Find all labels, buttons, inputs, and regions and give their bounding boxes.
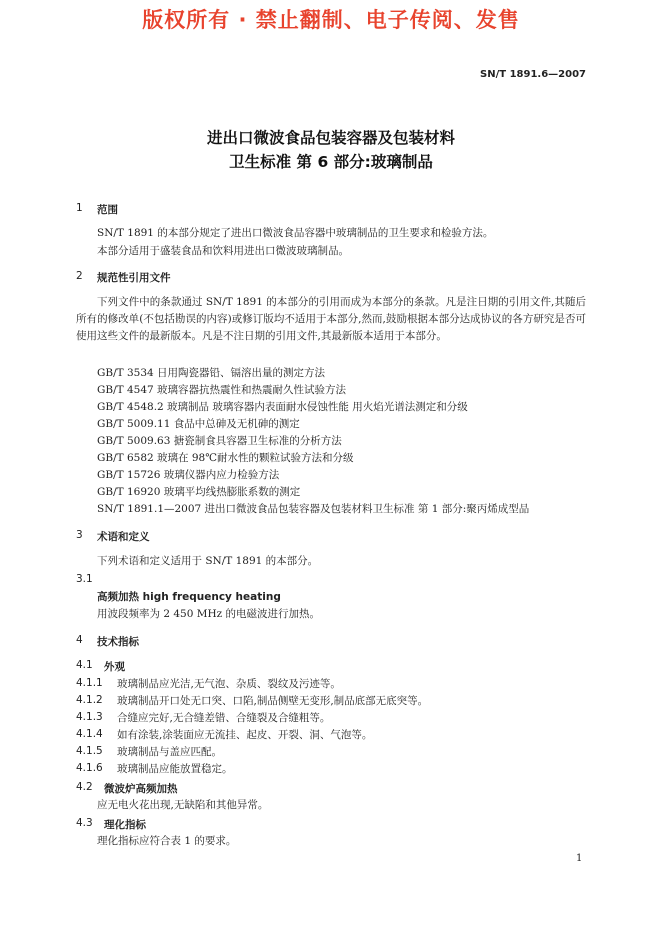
subsection-4-3-title: 理化指标: [104, 819, 146, 831]
term-definition: 用波段频率为 2 450 MHz 的电磁波进行加热。: [97, 608, 321, 620]
subsection-3-1-number: 3.1: [76, 573, 93, 585]
clause-number: 4.1.2: [76, 694, 103, 706]
section-1-number: 1: [76, 202, 83, 214]
subsection-4-2-number: 4.2: [76, 781, 93, 793]
document-title-line-2: 卫生标准 第 6 部分:玻璃制品: [229, 153, 433, 171]
subsection-4-3-text: 理化指标应符合表 1 的要求。: [97, 835, 237, 847]
clause-text: 玻璃制品应光洁,无气泡、杂质、裂纹及污迹等。: [117, 678, 341, 690]
section-4-number: 4: [76, 634, 83, 646]
copyright-watermark: 版权所有 · 禁止翻制、电子传阅、发售: [142, 8, 520, 32]
clause-number: 4.1.3: [76, 711, 103, 723]
clause-text: 玻璃制品与盖应匹配。: [117, 746, 222, 758]
subsection-4-1-title: 外观: [104, 661, 125, 673]
clause-text: 合缝应完好,无合缝差错、合缝裂及合缝粗等。: [117, 712, 331, 724]
subsection-4-2-title: 微波炉高频加热: [104, 783, 178, 795]
reference-item: GB/T 15726 玻璃仪器内应力检验方法: [97, 469, 280, 481]
term-heading: 高频加热 high frequency heating: [97, 591, 281, 603]
clause-number: 4.1.1: [76, 677, 103, 689]
clause-number: 4.1.6: [76, 762, 103, 774]
section-3-number: 3: [76, 529, 83, 541]
reference-item: GB/T 5009.63 搪瓷制食具容器卫生标准的分析方法: [97, 435, 342, 447]
section-3-paragraph: 下列术语和定义适用于 SN/T 1891 的本部分。: [97, 555, 319, 567]
subsection-4-2-text: 应无电火花出现,无缺陷和其他异常。: [97, 799, 269, 811]
reference-item: GB/T 4547 玻璃容器抗热震性和热震耐久性试验方法: [97, 384, 347, 396]
reference-item: GB/T 4548.2 玻璃制品 玻璃容器内表面耐水侵蚀性能 用火焰光谱法测定和分级: [97, 401, 468, 413]
clause-text: 如有涂装,涂装面应无流挂、起皮、开裂、洞、气泡等。: [117, 729, 373, 741]
section-2-number: 2: [76, 270, 83, 282]
reference-item: GB/T 3534 日用陶瓷器铅、镉溶出量的测定方法: [97, 367, 326, 379]
reference-item: GB/T 5009.11 食品中总砷及无机砷的测定: [97, 418, 300, 430]
section-2-paragraph: 下列文件中的条款通过 SN/T 1891 的本部分的引用而成为本部分的条款。凡是注日期的引用文件,其随后所有的修改单(不包括勘误的内容)或修订版均不适用于本部分,然而,鼓励根据本部分达成协议的各方研究是否可使用这些文件的最新版本。凡是不注日期的引用文件,其最新版本适用于本部分。: [76, 296, 586, 343]
section-4-title: 技术指标: [97, 636, 139, 648]
document-title-line-1: 进出口微波食品包装容器及包装材料: [206, 129, 455, 147]
section-1-paragraph-2: 本部分适用于盛装食品和饮料用进出口微波玻璃制品。: [97, 245, 349, 257]
clause-text: 玻璃制品应能放置稳定。: [117, 763, 233, 775]
reference-item: GB/T 16920 玻璃平均线热膨胀系数的测定: [97, 486, 301, 498]
clause-number: 4.1.4: [76, 728, 103, 740]
section-1-paragraph-1: SN/T 1891 的本部分规定了进出口微波食品容器中玻璃制品的卫生要求和检验方法。: [97, 227, 494, 239]
section-2-title: 规范性引用文件: [97, 272, 171, 284]
reference-item: GB/T 6582 玻璃在 98℃耐水性的颗粒试验方法和分级: [97, 452, 354, 464]
page-number: 1: [576, 853, 583, 864]
clause-text: 玻璃制品开口处无口突、口陷,制品侧壁无变形,制品底部无底突等。: [117, 695, 429, 707]
section-3-title: 术语和定义: [97, 531, 150, 543]
standard-code: SN/T 1891.6—2007: [480, 69, 586, 80]
subsection-4-3-number: 4.3: [76, 817, 93, 829]
section-1-title: 范围: [97, 204, 118, 216]
subsection-4-1-number: 4.1: [76, 659, 93, 671]
reference-item: SN/T 1891.1—2007 进出口微波食品包装容器及包装材料卫生标准 第 1 部分:聚丙烯成型品: [97, 503, 530, 515]
clause-number: 4.1.5: [76, 745, 103, 757]
